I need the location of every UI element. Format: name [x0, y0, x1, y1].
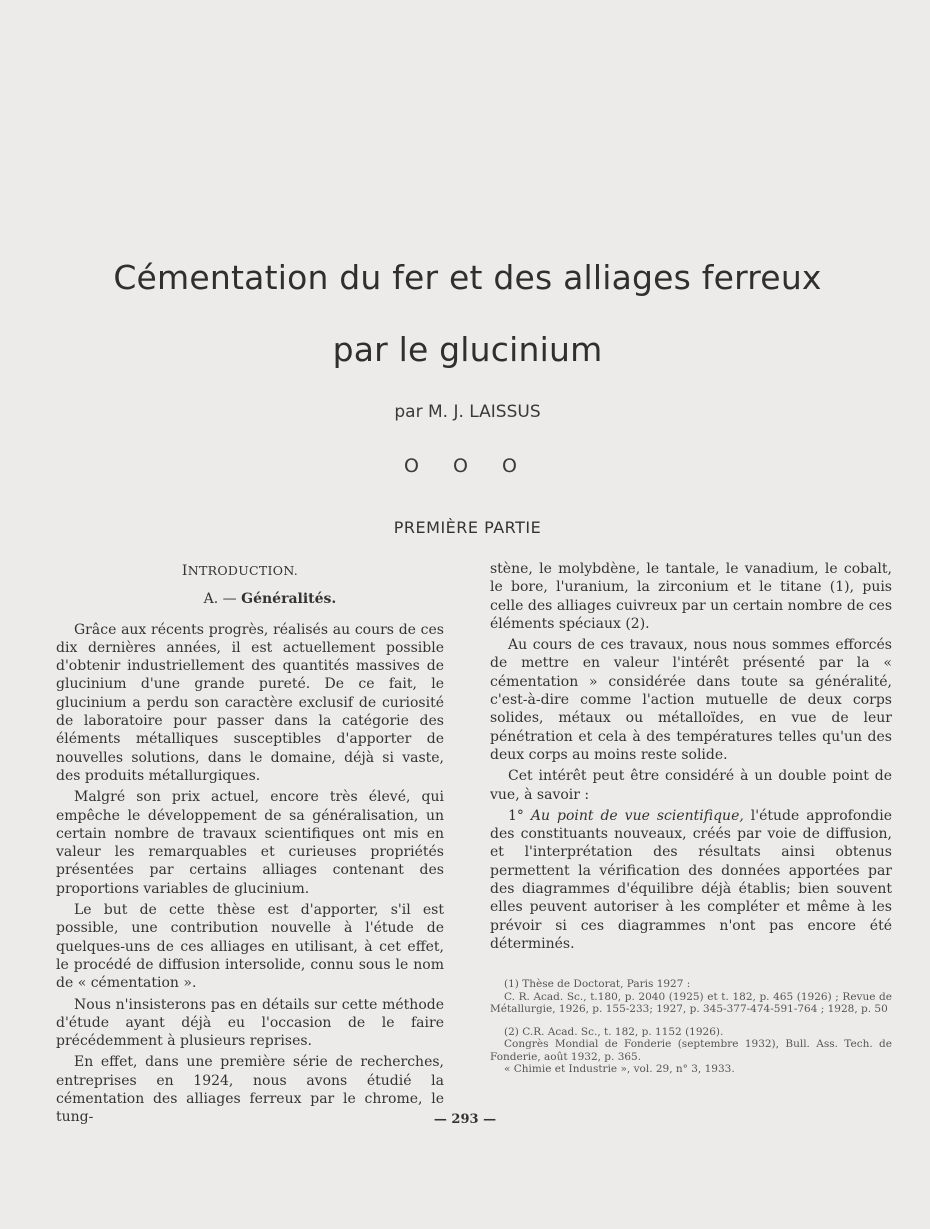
paragraph-continued: stène, le molybdène, le tantale, le vanadium, le cobalt, le bore, l'uranium, la zirconium et le titane (1), puis celle des alliages cuivreux par un certain nombre de ces éléments spéciaux (2). — [490, 561, 892, 632]
paragraph: Grâce aux récents progrès, réalisés au cours de ces dix dernières années, il est actuellement possible d'obtenir industriellement des quantités massives de glucinium d'une grande pureté. De ce fait, le glucinium a perdu son caractère exclusif de curiosité de laboratoire pour passer dans la catégorie des éléments métalliques susceptibles d'apporter de nouvelles solutions, dans le domaine, déjà si vaste, des produits métallurgiques. — [56, 621, 444, 784]
right-column — [490, 560, 892, 956]
ornament-divider: O O O — [404, 455, 531, 477]
paragraph: En effet, dans une première série de recherches, entreprises en 1924, nous avons étudié la cémentation des alliages ferreux par le chrome, le tung- — [56, 1054, 444, 1126]
paragraph: Malgré son prix actuel, encore très élevé, qui empêche le développement de sa généralisation, un certain nombre de travaux scientifiques ont mis en valeur les remarquables et curieuses propriétés présentées par certains alliages contenant des proportions variables de glucinium. — [56, 789, 444, 897]
left-column — [56, 562, 444, 1130]
footnote-line: (2) C.R. Acad. Sc., t. 182, p. 1152 (1926). — [504, 1025, 724, 1038]
introduction-heading-cap: I — [181, 563, 188, 579]
footnotes — [490, 978, 892, 1086]
introduction-heading — [56, 562, 444, 580]
point-number: 1° — [508, 807, 524, 824]
footnote-1 — [490, 978, 892, 1016]
paragraph: Nous n'insisterons pas en détails sur cette méthode d'étude ayant déjà eu l'occasion de le faire précédemment à plusieurs reprises. — [56, 996, 444, 1050]
paragraph: Le but de cette thèse est d'apporter, s'il est possible, une contribution nouvelle à l'étude de quelques-uns de ces alliages en utilisant, à cet effet, le procédé de diffusion intersolide, connu sous le nom de « cémentation ». — [56, 902, 444, 992]
footnote-2 — [490, 1026, 892, 1076]
point-text: l'étude approfondie des constituants nouveaux, créés par voie de diffusion, et l'interprétation des résultats ainsi obtenus permettent la vérification des données apportées par des diagrammes d'équilibre déjà établis; bien souvent elles peuvent autoriser à les compléter et même à les prévoir si ces diagrammes n'ont pas encore été déterminés. — [490, 807, 892, 952]
introduction-heading-rest: NTRODUCTION. — [187, 563, 299, 578]
paragraph: Au cours de ces travaux, nous nous sommes efforcés de mettre en valeur l'intérêt présenté par la « cémentation » considérée dans toute sa généralité, c'est-à-dire comme l'action mutuelle de deux corps solides, métaux ou métalloïdes, en vue de leur pénétration et cela à des températures telles qu'un des deux corps au moins reste solide. — [490, 637, 892, 763]
article-title-line-2: par le glucinium — [332, 330, 603, 369]
paragraph-point-1 — [490, 807, 892, 953]
section-heading — [56, 590, 444, 608]
article-title-line-1: Cémentation du fer et des alliages ferreux — [113, 258, 822, 297]
section-heading-title: Généralités. — [241, 591, 337, 608]
paragraph: Cet intérêt peut être considéré à un double point de vue, à savoir : — [490, 768, 892, 803]
footnote-line: C. R. Acad. Sc., t.180, p. 2040 (1925) et t. 182, p. 465 (1926) ; Revue de Métallurgie, 1926, p. 155-233; 1927, p. 345-377-474-591-764 ; 1928, p. 50 — [490, 990, 892, 1015]
author-line: par M. J. LAISSUS — [394, 402, 541, 422]
point-emphasis: Au point de vue scientifique, — [530, 807, 744, 824]
footnote-line: « Chimie et Industrie », vol. 29, n° 3, 1933. — [504, 1063, 735, 1075]
footnote-line: (1) Thèse de Doctorat, Paris 1927 : — [504, 978, 691, 990]
footnote-line: Congrès Mondial de Fonderie (septembre 1932), Bull. Ass. Tech. de Fonderie, août 1932, p. 365. — [490, 1038, 892, 1063]
page-number: — 293 — — [433, 1112, 497, 1127]
part-heading: PREMIÈRE PARTIE — [393, 518, 542, 537]
section-heading-prefix: A. — — [203, 591, 237, 608]
